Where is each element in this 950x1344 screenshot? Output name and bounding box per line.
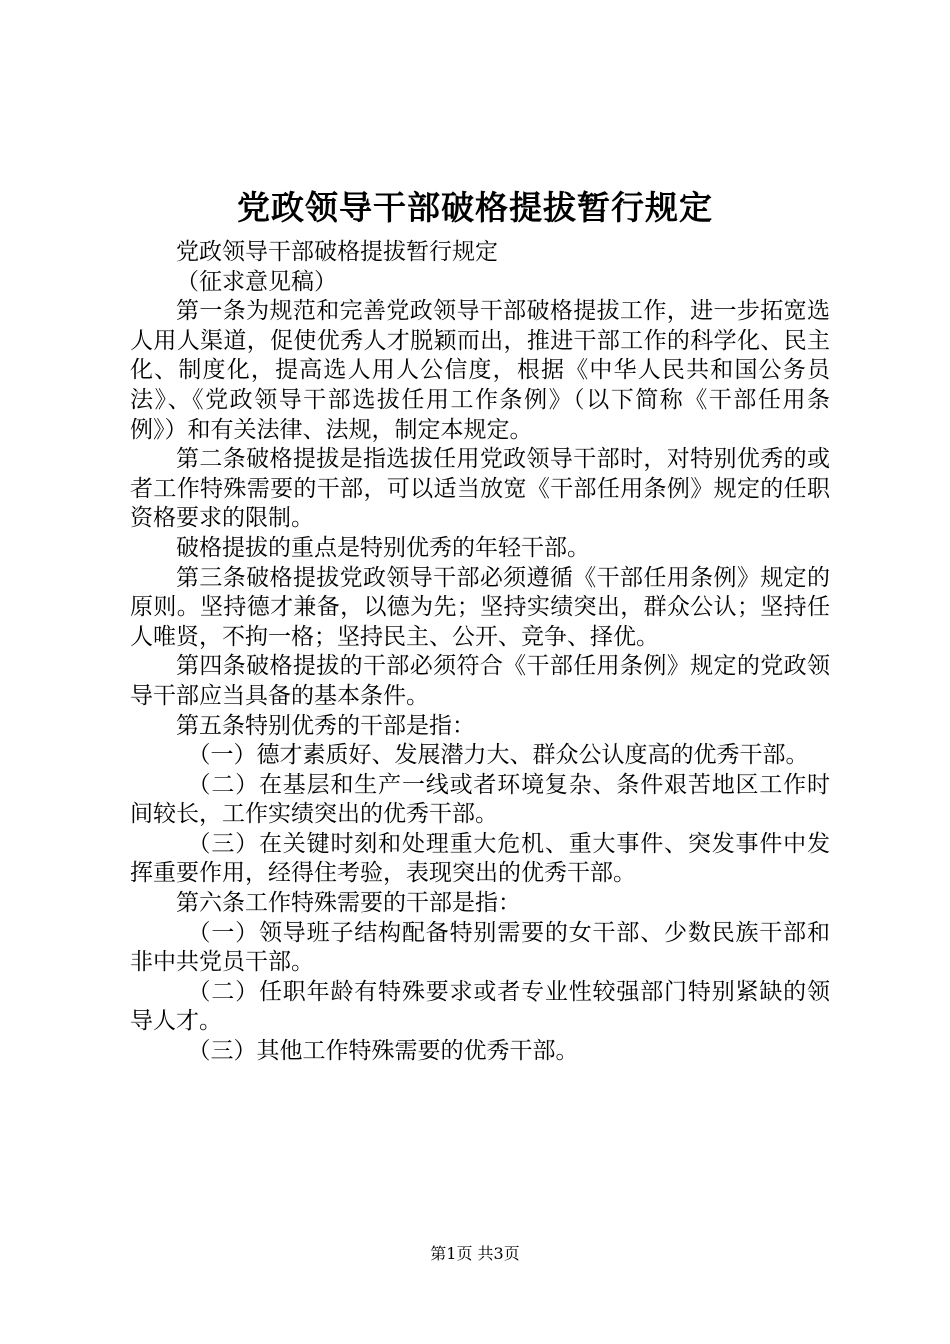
- article-3: 第三条破格提拔党政领导干部必须遵循《干部任用条例》规定的原则。坚持德才兼备，以德为先；坚持实绩突出，群众公认；坚持任人唯贤，不拘一格；坚持民主、公开、竞争、择优。: [130, 564, 830, 650]
- article-6-item-1: （一）领导班子结构配备特别需要的女干部、少数民族干部和非中共党员干部。: [130, 919, 830, 976]
- article-4: 第四条破格提拔的干部必须符合《干部任用条例》规定的党政领导干部应当具备的基本条件。: [130, 653, 830, 709]
- article-6-item-3: （三）其他工作特殊需要的优秀干部。: [187, 1038, 579, 1065]
- article-5-item-1: （一）德才素质好、发展潜力大、群众公认度高的优秀干部。: [187, 742, 809, 769]
- article-1: 第一条为规范和完善党政领导干部破格提拔工作，进一步拓宽选人用人渠道，促使优秀人才脱颖而出，推进干部工作的科学化、民主化、制度化，提高选人用人公信度，根据《中华人民共和国公务员法》、《党政领导干部选拔任用工作条例》（以下简称《干部任用条例》）和有关法律、法规，制定本规定。: [130, 298, 830, 443]
- article-2-focus: 破格提拔的重点是特别优秀的年轻干部。: [176, 534, 590, 561]
- article-2: 第二条破格提拔是指选拔任用党政领导干部时，对特别优秀的或者工作特殊需要的干部，可以适当放宽《干部任用条例》规定的任职资格要求的限制。: [130, 446, 830, 532]
- document-title: 党政领导干部破格提拔暂行规定: [237, 188, 713, 227]
- article-5-item-3: （三）在关键时刻和处理重大危机、重大事件、突发事件中发挥重要作用，经得住考验，表现突出的优秀干部。: [130, 830, 830, 887]
- article-6: 第六条工作特殊需要的干部是指：: [176, 890, 521, 917]
- article-5-item-2: （二）在基层和生产一线或者环境复杂、条件艰苦地区工作时间较长，工作实绩突出的优秀干部。: [130, 771, 830, 828]
- article-5: 第五条特别优秀的干部是指：: [176, 712, 475, 739]
- doc-subtitle: 党政领导干部破格提拔暂行规定: [176, 239, 498, 265]
- doc-draft-note: （征求意见稿）: [176, 268, 337, 295]
- document-body: [130, 238, 830, 1067]
- page-footer: 第1页 共3页: [430, 1244, 520, 1263]
- article-6-item-2: （二）任职年龄有特殊要求或者专业性较强部门特别紧缺的领导人才。: [130, 978, 830, 1035]
